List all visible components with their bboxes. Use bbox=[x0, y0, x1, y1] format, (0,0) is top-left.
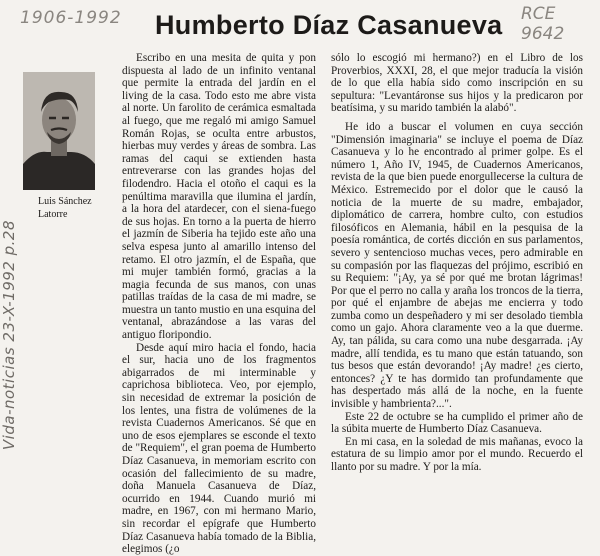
paragraph: Escribo en una mesita de quita y pon dispuesta al lado de un infinito ventanal que permite la entrada del jardín en el living de la casa. Todo esto me abre vista al norte. Un farolito de cerámica esmaltada al fuego, que me regaló mi amigo Samuel Román Rojas, se oculta entre arbustos, hierbas muy verdes y áreas de sombra. Las ramas del caqui se extienden hasta entreverarse con las grandes hojas del filodendro. Hacia el otoño el caqui es la penúltima maravilla que ilumina el jardín, a la hora del atardecer, con el siena-fuego de sus hojas. En torno a la puerta de hierro el jazmín de Siberia ha tejido este año una selva espesa junto al amarillo intenso del retamo. El otro jazmín, el de España, que mi mujer también formó, gracias a la magia fecunda de sus manos, con unas patillas traídas de la casa de mi madre, se muestra un tanto mustio en una esquina del ventanal, abrazándose a las varas del antiguo floripondio. bbox=[122, 52, 316, 342]
handwritten-archive-code: RCE 9642 bbox=[521, 4, 565, 44]
handwritten-years: 1906-1992 bbox=[20, 8, 122, 28]
handwritten-source-note bbox=[0, 220, 24, 455]
paragraph: Este 22 de octubre se ha cumplido el primer año de la súbita muerte de Humberto Díaz Casanueva. bbox=[331, 410, 583, 436]
source-note-text: Vida-noticias 23-X-1992 p.28 bbox=[0, 220, 18, 451]
article-title: Humberto Díaz Casanueva bbox=[155, 10, 503, 40]
portrait-image bbox=[23, 72, 95, 190]
photo-caption: Luis Sánchez Latorre bbox=[38, 196, 92, 220]
article-column-right bbox=[331, 52, 583, 474]
author-photo bbox=[23, 72, 95, 190]
article-column-left bbox=[122, 52, 316, 556]
paragraph: He ido a buscar el volumen en cuya sección "Dimensión imaginaria" se incluye el poema de Díaz Casanueva y lo he encontrado al primer golpe. Es el número 1, Año IV, 1945, de Cuadernos Americanos, revista de la que bien puede enorgullecerse la cultura de México. Estremecido por el dolor que le causó la noticia de la muerte de su madre, embajador, diplomático de carrera, hombre culto, con estudios filosóficos en Alemania, hábil en la pesquisa de la poesía romántica, de cortés dicción en sus parlamentos, severo y sentencioso muchas veces, pero admirable en su compasión por las flaquezas del prójimo, escribió en su Requiem: "¡Ay, ya sé por qué me brotan lágrimas! Por que el perro no calla y araña los troncos de la tierra, por qué el enjambre de abejas me encierra y todo zumba como un despeñadero y mi ser desolado tiembla como un gajo. Ahora claramente veo a la que duerme. Ay, tan pálida, su cara como una nube desgarrada. ¡Ay madre, allí tendida, es tu mano que están tatuando, son tus besos que están devorando! ¡Ay madre! ¿es cierto, entonces? ¿Y te has dormido tan profundamente que has despertado más allá de la noche, en la fuente invisible y hambrienta?...". bbox=[331, 120, 583, 411]
paragraph: En mi casa, en la soledad de mis mañanas, evoco la estatura de su limpio amor por el mundo. Recuerdo el llanto por su madre. Y por la mía. bbox=[331, 435, 583, 473]
paragraph: Desde aquí miro hacia el fondo, hacia el sur, hacia uno de los fragmentos abigarrados de mi interminable y caprichosa biblioteca. Veo, por ejemplo, sin necesidad de extremar la posición de los lentes, una fistra de volúmenes de la revista Cuadernos Americanos. Sé que en uno de esos ejemplares se esconde el texto de "Requiem", el gran poema de Humberto Díaz Casanueva, in memoriam escrito con ocasión del fallecimiento de su madre, doña Manuela Casanueva de Díaz, ocurrido en 1944. Cuando murió mi madre, en 1967, con mi hermano Mario, sin recordar el epígrafe que Humberto Díaz Casanueva había tomado de la Biblia, elegimos (¿o bbox=[122, 341, 316, 556]
paragraph: sólo lo escogió mi hermano?) en el Libro de los Proverbios, XXXI, 28, el que mejor traducía la visión de lo que ella había sido como inscripción en su sepultura: "Levantáronse sus hijos y la predicaron por beatísima, y su marido también la alabó". bbox=[331, 52, 583, 115]
